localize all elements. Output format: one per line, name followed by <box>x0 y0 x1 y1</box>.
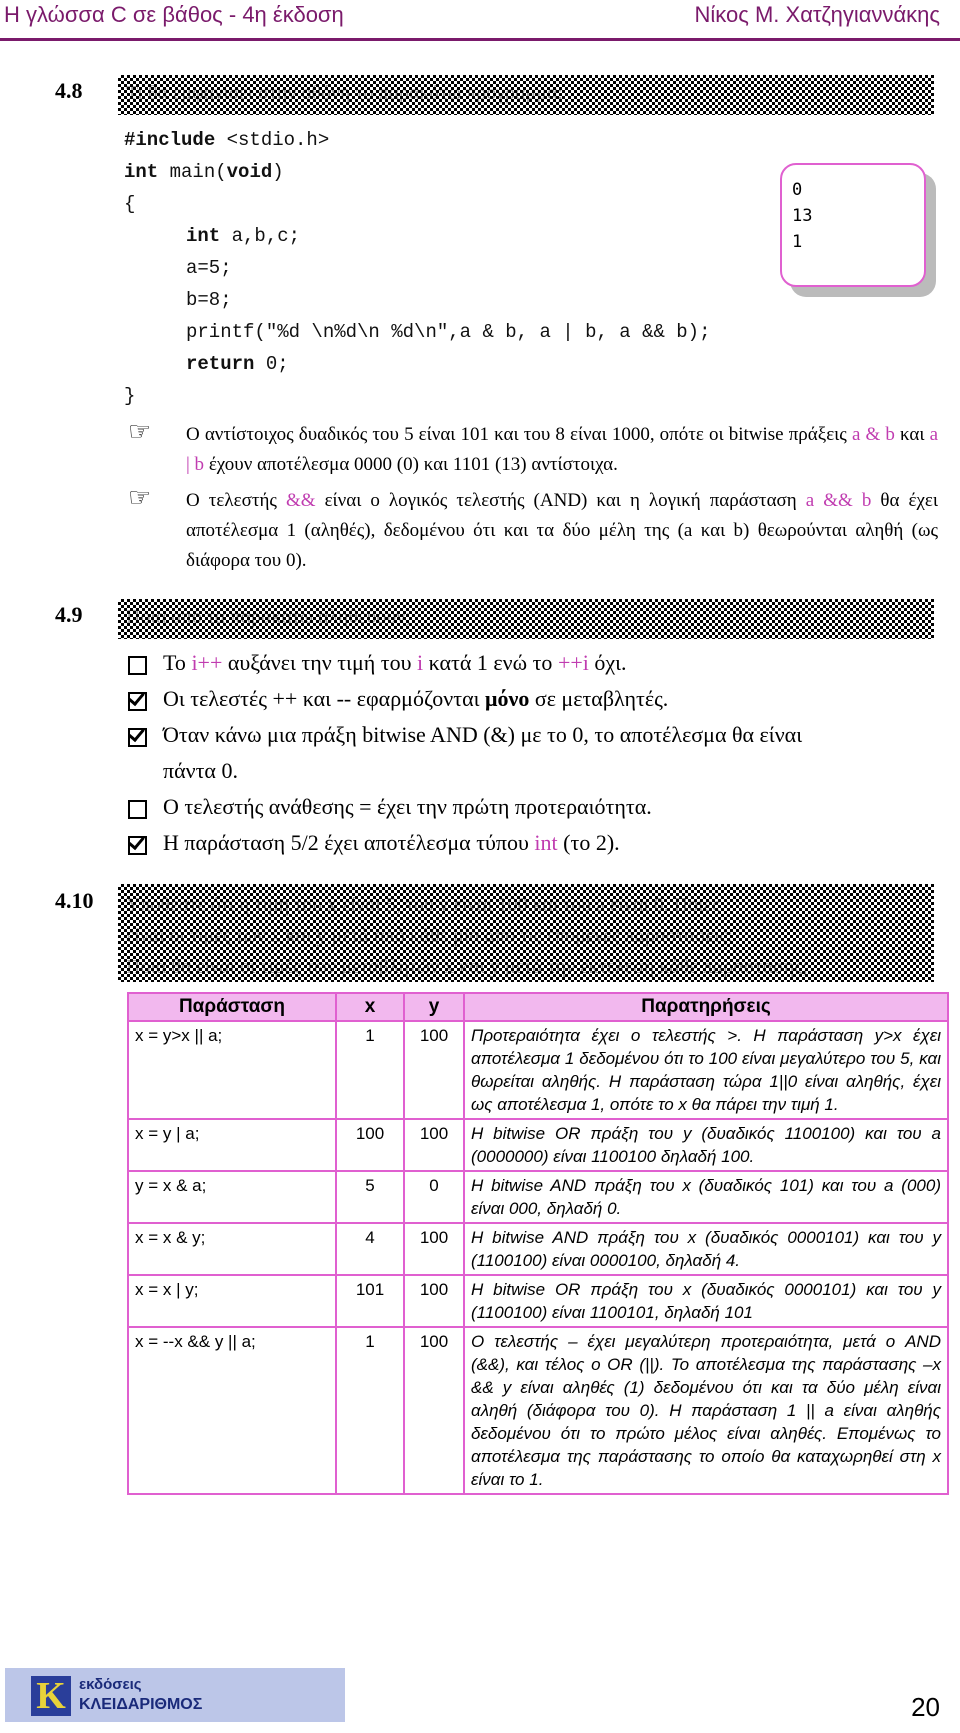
checkbox-checked <box>128 836 147 855</box>
page-number: 20 <box>911 1692 940 1722</box>
code-line: #include <stdio.h> <box>124 129 330 151</box>
pointing-hand-icon: ☞ <box>128 483 152 512</box>
question-text: Τι θα εμφανίσει στην οθόνη το παρακάτω πρόγραμμα; <box>126 82 563 104</box>
page-header <box>0 0 960 41</box>
code-line: } <box>124 385 136 407</box>
column-header: x <box>336 993 404 1021</box>
y-cell: 100 <box>404 1223 464 1275</box>
x-cell: 4 <box>336 1223 404 1275</box>
explanation-paragraph: Ο τελεστής && είναι ο λογικός τελεστής (AND) και η λογική παράσταση a && b θα έχει αποτέλεσμα 1 (αληθές), δεδομένου ότι και τα δύο μέλη της (a και b) θεωρούνται αληθή (ως διάφορα του 0). <box>186 490 938 571</box>
table-row <box>128 1223 948 1275</box>
book-title: Η γλώσσα C σε βάθος - 4η έκδοση <box>4 2 344 27</box>
answer-option: Το i++ αυξάνει την τιμή του i κατά 1 ενώ το ++i όχι. <box>163 650 627 675</box>
note-cell: Η bitwise OR πράξη του y (δυαδικός 1100100) και του a (0000000) είναι 1100100 δηλαδή 100. <box>464 1119 948 1171</box>
expr-cell: x = x | y; <box>128 1275 336 1327</box>
code-line: a=5; <box>186 257 232 279</box>
question-text: Ποια από τα παρακάτω αληθεύουν; <box>126 606 411 628</box>
note-cell: Η bitwise OR πράξη του x (δυαδικός 0000101) και του y (1100100) είναι 1100101, δηλαδή 101 <box>464 1275 948 1327</box>
y-cell: 100 <box>404 1021 464 1119</box>
column-header: Παρατηρήσεις <box>464 993 948 1021</box>
checkbox-checked <box>128 692 147 711</box>
note-cell: Η bitwise AND πράξη του x (δυαδικός 0000101) και του y (1100100) είναι 0000100, δηλαδή 4. <box>464 1223 948 1275</box>
code-line: printf("%d \n%d\n %d\n",a & b, a | b, a && b); <box>186 321 711 343</box>
pointing-hand-icon: ☞ <box>128 417 152 446</box>
code-line: return 0; <box>186 353 289 375</box>
expr-cell: x = x & y; <box>128 1223 336 1275</box>
checkbox-unchecked <box>128 800 147 819</box>
publisher-logo <box>5 1668 345 1722</box>
note-cell: Ο τελεστής – έχει μεγαλύτερη προτεραιότητα, μετά ο AND (&&), και τέλος ο OR (||). Το αποτέλεσμα της παράστασης –x && y είναι αληθές (1) δεδομένου ότι και τα δύο μέλη είναι αληθή (διάφορα του 0). Η παράσταση 1 || a είναι αληθής δεδομένου ότι το πρώτο μέλος είναι αληθές. Επομένως το αποτέλεσμα της παράστασης το οποίο θα καταχωρηθεί στη x είναι το 1. <box>464 1327 948 1494</box>
x-cell: 1 <box>336 1327 404 1494</box>
note-cell: Η bitwise AND πράξη του x (δυαδικός 101) και του a (000) είναι 000, δηλαδή 0. <box>464 1171 948 1223</box>
x-cell: 5 <box>336 1171 404 1223</box>
explanation-paragraph: Ο αντίστοιχος δυαδικός του 5 είναι 101 και του 8 είναι 1000, οπότε οι bitwise πράξεις a & b και a | b έχουν αποτέλεσμα 0000 (0) και 1101 (13) αντίστοιχα. <box>186 424 938 475</box>
y-cell: 100 <box>404 1327 464 1494</box>
code-block <box>124 124 711 412</box>
column-header: y <box>404 993 464 1021</box>
x-cell: 100 <box>336 1119 404 1171</box>
x-cell: 101 <box>336 1275 404 1327</box>
y-cell: 100 <box>404 1119 464 1171</box>
checkbox-unchecked <box>128 656 147 675</box>
code-line: int a,b,c; <box>186 225 301 247</box>
table-header-row <box>128 993 948 1021</box>
question-number: 4.8 <box>55 78 83 103</box>
answer-option: Η παράσταση 5/2 έχει αποτέλεσμα τύπου int (το 2). <box>163 830 620 855</box>
expr-cell: x = y>x || a; <box>128 1021 336 1119</box>
expr-cell: x = y | a; <box>128 1119 336 1171</box>
table-row <box>128 1171 948 1223</box>
output-line: 13 <box>792 206 813 226</box>
note-cell: Προτεραιότητα έχει ο τελεστής >. Η παράσταση y>x έχει αποτέλεσμα 1 δεδομένου ότι το 100 είναι μεγαλύτερο του 5, και θωρείται αληθής. Η παράσταση τώρα 1||0 είναι αληθής, έχει ως αποτέλεσμα 1, οπότε το x θα πάρει την τιμή 1. <box>464 1021 948 1119</box>
question-number: 4.10 <box>55 888 94 913</box>
question-number: 4.9 <box>55 602 83 627</box>
code-line: { <box>124 193 136 215</box>
output-line: 0 <box>792 180 803 200</box>
answer-option: Ο τελεστής ανάθεσης = έχει την πρώτη προτεραιότητα. <box>163 794 652 819</box>
expr-cell: y = x & a; <box>128 1171 336 1223</box>
table-row <box>128 1327 948 1494</box>
question-text: Υποθέστε ότι η τιμή του x είναι 5, του y είναι 100 και του a είναι 0. Ποιες είναι οι τιμές των x και y μετά από κάθε μία από τις επόμενες παραστάσεις; Ποια θα είναι οι τιμές των μεταβλητών x και y μετά την εκτέλεση κάθε παράστασης; <box>126 894 808 978</box>
table-row <box>128 1119 948 1171</box>
code-line: int main(void) <box>124 161 284 183</box>
expressions-table <box>127 992 949 1495</box>
logo-letter: K <box>31 1676 71 1716</box>
program-output-box <box>780 163 926 287</box>
logo-text: εκδόσεις <box>79 1676 142 1693</box>
author-name: Νίκος Μ. Χατζηγιαννάκης <box>694 2 940 27</box>
expr-cell: x = --x && y || a; <box>128 1327 336 1494</box>
table-row <box>128 1275 948 1327</box>
y-cell: 0 <box>404 1171 464 1223</box>
logo-text: ΚΛΕΙΔΑΡΙΘΜΟΣ <box>79 1696 203 1713</box>
y-cell: 100 <box>404 1275 464 1327</box>
answer-option: Οι τελεστές ++ και -- εφαρμόζονται μόνο σε μεταβλητές. <box>163 686 669 711</box>
x-cell: 1 <box>336 1021 404 1119</box>
column-header: Παράσταση <box>128 993 336 1021</box>
answer-option: Όταν κάνω μια πράξη bitwise AND (&) με το 0, το αποτέλεσμα θα είναι πάντα 0. <box>163 722 803 783</box>
output-line: 1 <box>792 232 803 252</box>
table-row <box>128 1021 948 1119</box>
code-line: b=8; <box>186 289 232 311</box>
checkbox-checked <box>128 728 147 747</box>
